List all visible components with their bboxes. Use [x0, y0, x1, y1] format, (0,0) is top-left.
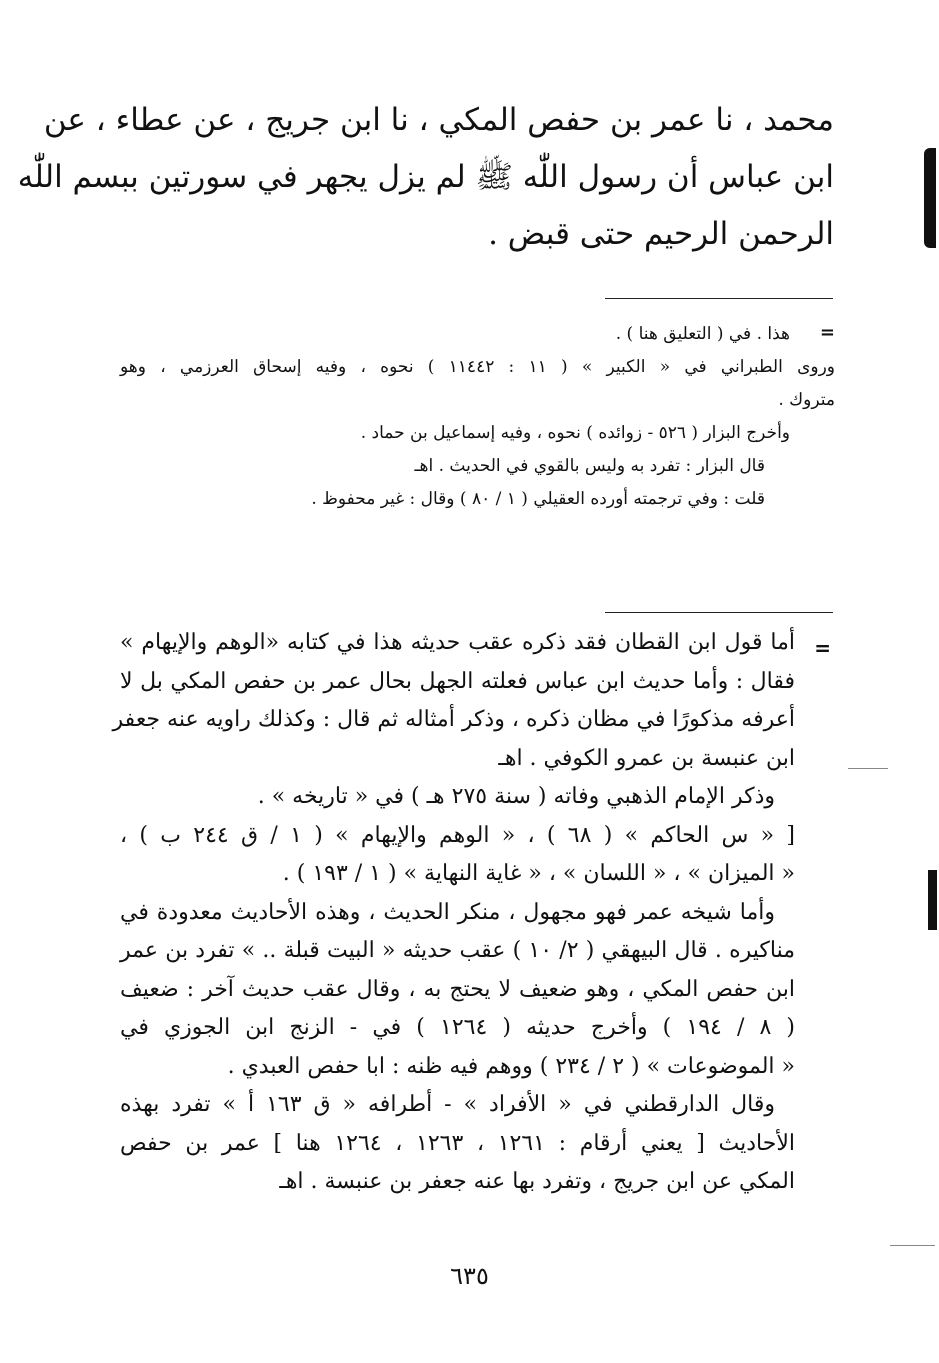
footnote-2-line-5: وذكر الإمام الذهبي وفاته ( سنة ٢٧٥ هـ ) في « تاريخه » . [257, 784, 775, 809]
scan-edge-mark-middle [928, 870, 937, 930]
footnote-1-marker: = [819, 322, 835, 343]
main-text-line-1: محمد ، نا عمر بن حفص المكي ، نا ابن جريج ، عن عطاء ، عن [43, 102, 834, 138]
footnote-2-block [112, 624, 835, 1202]
footnote-2-line-14: الأحاديث [ يعني أرقام : ١٢٦١ ، ١٢٦٣ ، ١٢٦٤ هنا ] عمر بن حفص [120, 1130, 796, 1156]
footnote-2-line-13: وقال الدارقطني في « الأفراد » - أطرافه « ق ١٦٣ أ » تفرد بهذه [120, 1092, 776, 1117]
footnote-2-line-7: « الميزان » ، « اللسان » ، « غاية النهاية » ( ١ / ١٩٣ ) . [282, 861, 795, 886]
footnote-2-line-3: أعرفه مذكورًا في مظان ذكره ، وذكر أمثاله ثم قال : وكذلك راويه عنه جعفر [112, 707, 795, 732]
footnote-2-line-11: ( ٨ / ١٩٤ ) وأخرج حديثه ( ١٢٦٤ ) في - الزنج ابن الجوزي في [120, 1015, 795, 1040]
page-number: ٦٣٥ [450, 1262, 489, 1290]
footnote-2-line-15: المكي عن ابن جريج ، وتفرد بها عنه جعفر بن عنبسة . اهـ [279, 1169, 795, 1194]
footnote-2-line-6: [ « س الحاكم » ( ٦٨ ) ، « الوهم والإيهام » ( ١ / ق ٢٤٤ ب ) ، [120, 822, 795, 848]
footnote-2-line-9: مناكيره . قال البيهقي ( ٢/ ١٠ ) عقب حديثه « البيت قبلة .. » تفرد بن عمر [120, 938, 796, 963]
main-text-line-2: ابن عباس أن رسول اللّٰه ﷺ لم يزل يجهر في سورتين ببسم اللّٰه [17, 159, 834, 195]
footnote-2-line-8: وأما شيخه عمر فهو مجهول ، منكر الحديث ، وهذه الأحاديث معدودة في [120, 899, 775, 925]
footnote-separator-1 [605, 298, 833, 299]
footnote-2-line-1: أما قول ابن القطان فقد ذكره عقب حديثه هذا في كتابه «الوهم والإيهام » [120, 630, 795, 655]
footnote-1-block [120, 318, 835, 516]
footnote-2-line-12: « الموضوعات » ( ٢ / ٢٣٤ ) ووهم فيه ظنه : ابا حفص العبدي . [227, 1053, 795, 1079]
scan-dash-mark-1 [848, 768, 888, 769]
main-text-block [17, 92, 834, 263]
footnote-1-line-5: قال البزار : تفرد به وليس بالقوي في الحديث . اهـ [414, 456, 765, 476]
footnote-2-line-2: فقال : وأما حديث ابن عباس فعلته الجهل بحال عمر بن حفص المكي بل لا [120, 668, 795, 694]
scan-edge-mark-top [924, 148, 936, 248]
footnote-1-line-1: هذا . في ( التعليق هنا ) . [615, 324, 790, 344]
footnote-2-line-10: ابن حفص المكي ، وهو ضعيف لا يحتج به ، وقال عقب حديث آخر : ضعيف [120, 976, 795, 1002]
footnote-1-line-3: متروك . [778, 390, 835, 410]
scan-dash-mark-2 [890, 1245, 935, 1246]
main-text-line-3: الرحمن الرحيم حتى قبض . [488, 216, 834, 252]
footnote-1-line-6: قلت : وفي ترجمته أورده العقيلي ( ١ / ٨٠ ) وقال : غير محفوظ . [311, 489, 765, 509]
footnote-2-marker: = [814, 636, 831, 660]
footnote-1-line-4: وأخرج البزار ( ٥٢٦ - زوائده ) نحوه ، وفيه إسماعيل بن حماد . [360, 423, 790, 443]
footnote-2-line-4: ابن عنبسة بن عمرو الكوفي . اهـ [498, 745, 795, 771]
footnote-1-line-2: وروى الطبراني في « الكبير » ( ١١ : ١١٤٤٢ ) نحوه ، وفيه إسحاق العرزمي ، وهو [120, 357, 835, 377]
footnote-separator-2 [605, 612, 833, 613]
